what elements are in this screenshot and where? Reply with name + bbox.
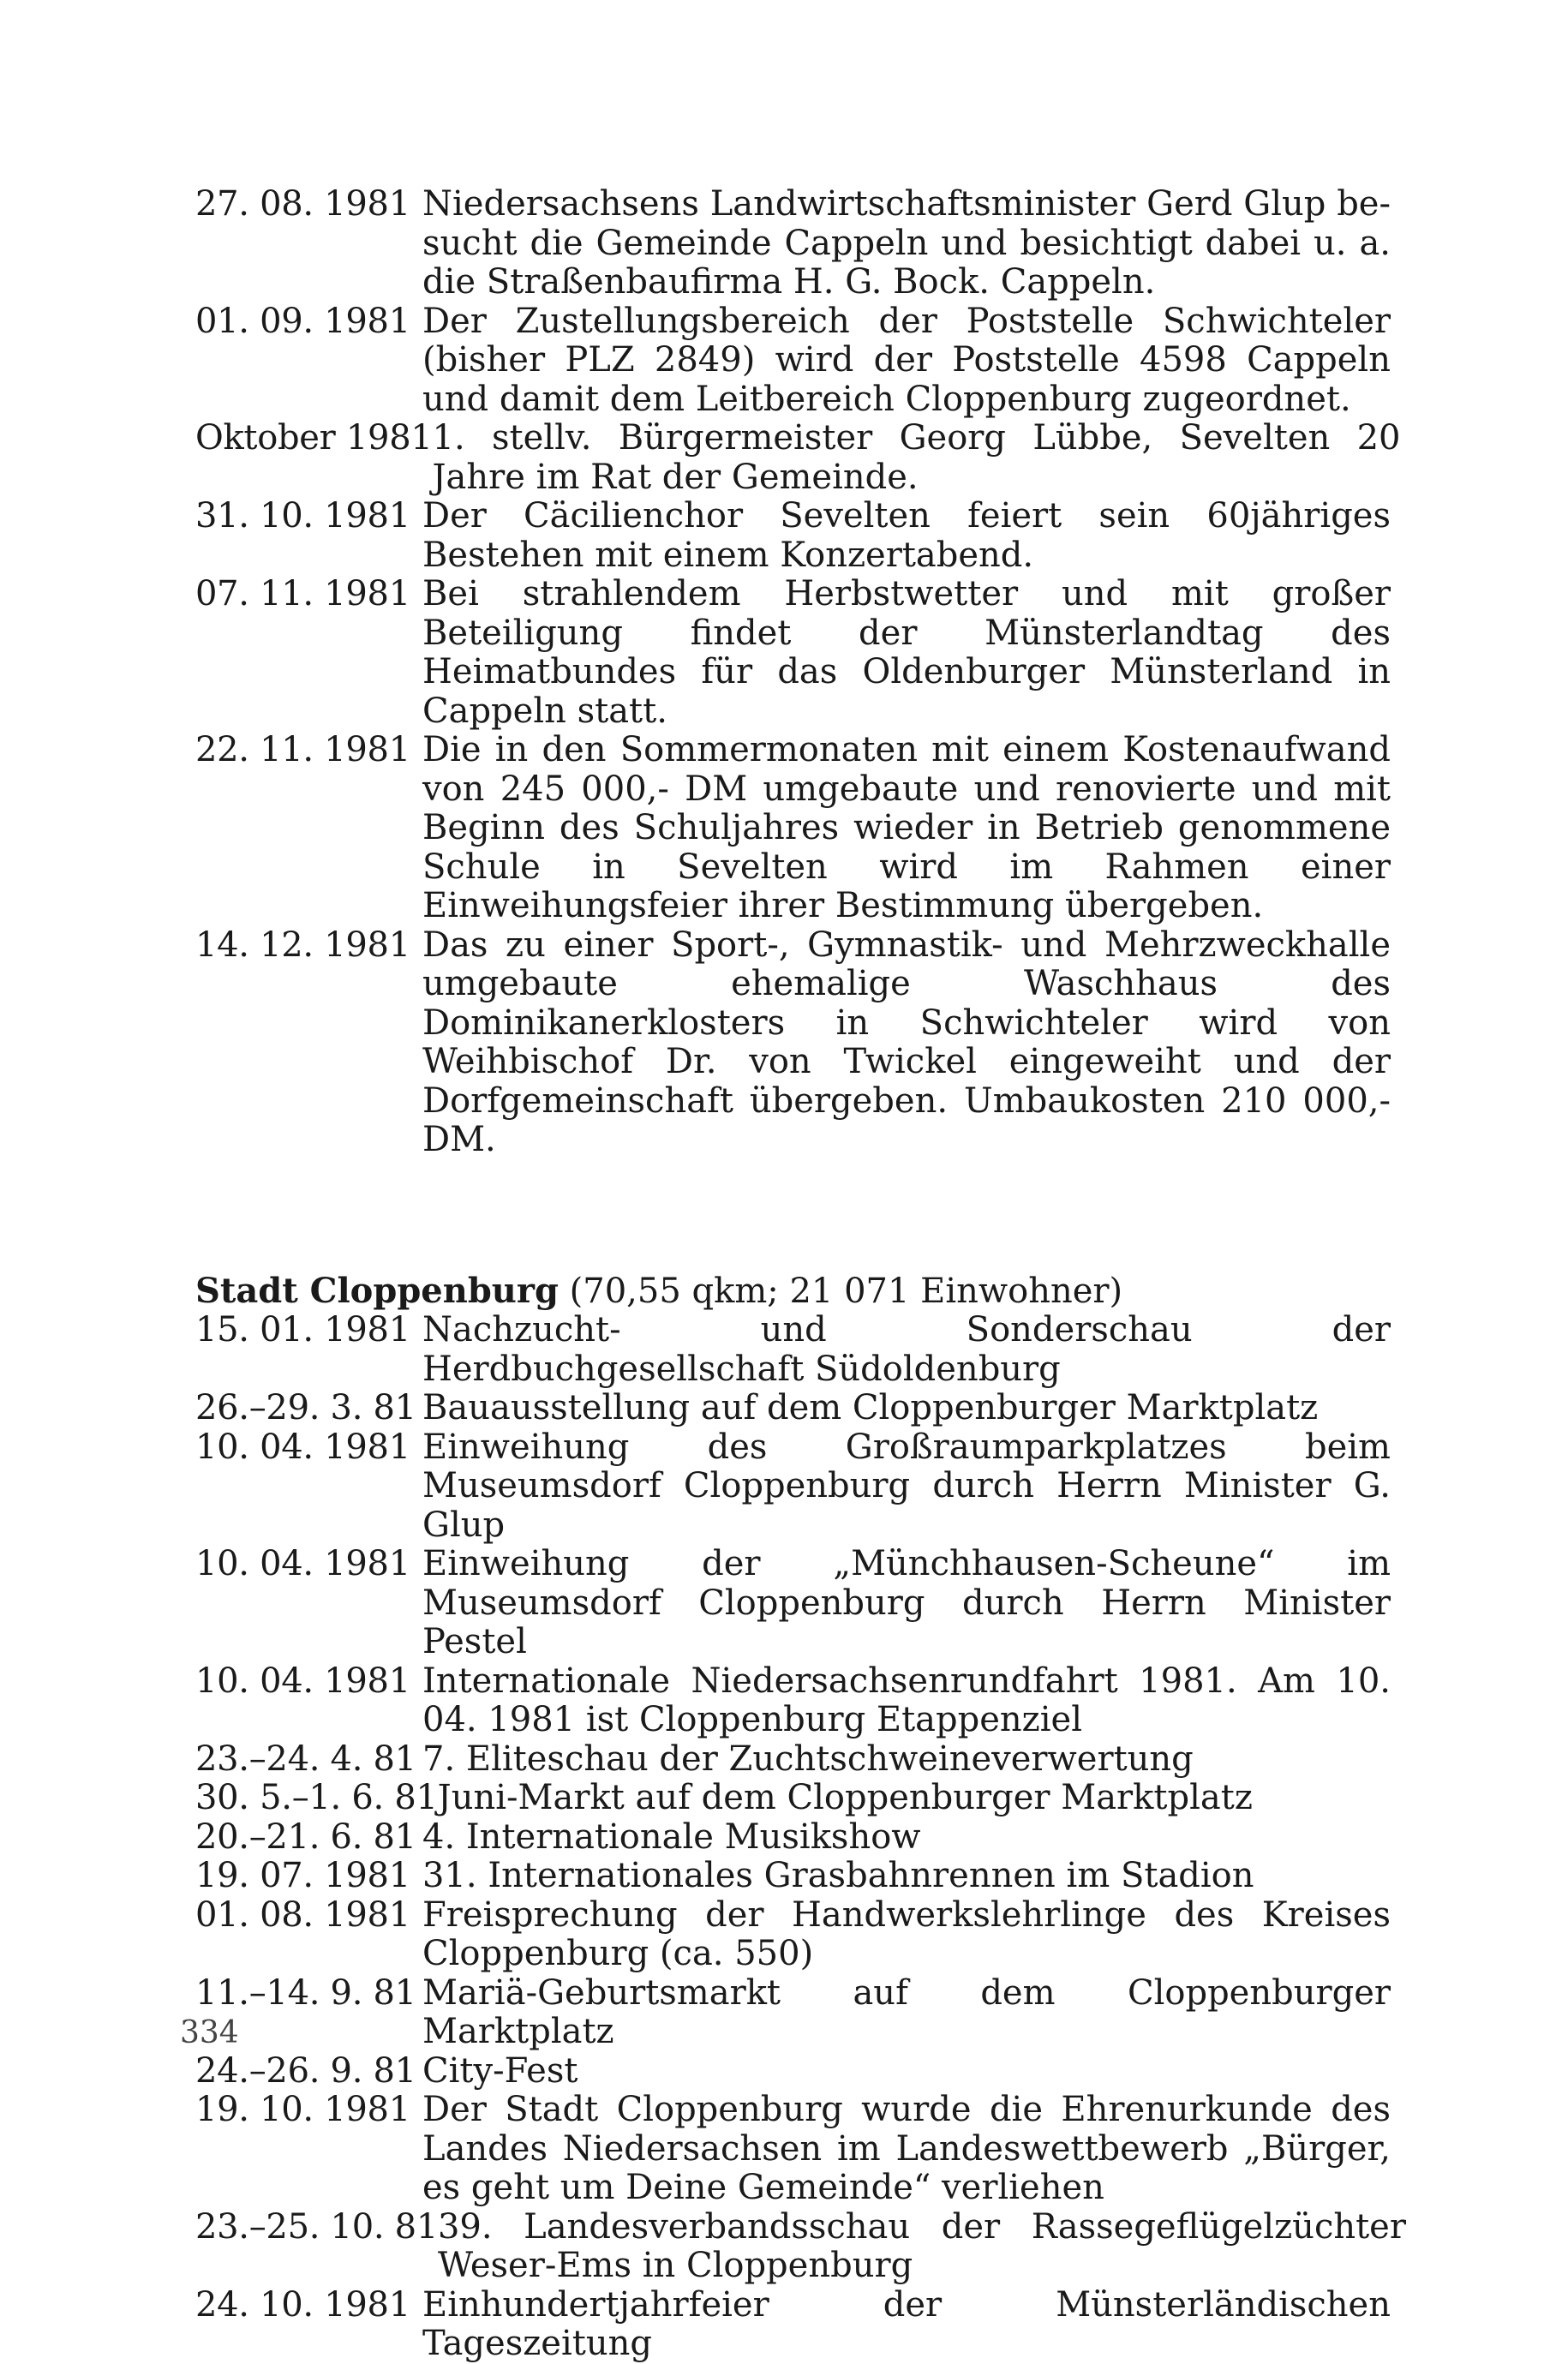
chronicle-entry [195, 1974, 1395, 2052]
chronicle-entry [195, 1545, 1395, 1662]
entry-text: Der Stadt Cloppenburg wurde die Ehrenurkunde des Landes Niedersachsen im Landeswettbewerb „Bürger, es geht um Deine Gemeinde“ verliehen [422, 2090, 1391, 2207]
chronicle-entry [195, 1740, 1395, 1780]
section-heading-cloppenburg [195, 1272, 1395, 1312]
entry-date: 23.–24. 4. 81 [195, 1739, 416, 1779]
section-heading-name: Stadt Cloppenburg [195, 1270, 559, 1311]
chronicle-entry [195, 302, 1395, 420]
entry-date: 10. 04. 1981 [195, 1544, 410, 1583]
entry-text: Nachzucht- und Sonderschau der Herdbuchgesellschaft Südoldenburg [422, 1310, 1391, 1389]
chronicle-entry [195, 1428, 1395, 1546]
entry-text: 7. Eliteschau der Zuchtschweineverwertung [422, 1739, 1194, 1779]
entry-date: 01. 08. 1981 [195, 1894, 410, 1935]
entry-date: 31. 10. 1981 [195, 496, 410, 536]
chronicle-entry [195, 2052, 1395, 2092]
cappeln-chronicle-list [195, 184, 1401, 1160]
entry-date: 10. 04. 1981 [195, 1661, 410, 1701]
entry-text: Der Cäcilienchor Sevelten feiert sein 60jähriges Bestehen mit einem Konzertabend. [422, 496, 1391, 575]
entry-text: Internationale Niedersachsenrundfahrt 1981. Am 10. 04. 1981 ist Cloppenburg Etappenziel [422, 1661, 1391, 1739]
chronicle-entry [195, 2091, 1395, 2208]
entry-text: 31. Internationales Grasbahnrennen im Stadion [422, 1856, 1254, 1895]
cloppenburg-chronicle-list [195, 1310, 1406, 2364]
entry-date: 24.–26. 9. 81 [195, 2050, 416, 2091]
entry-text: Freisprechung der Handwerkslehrlinge des Kreises Cloppenburg (ca. 550) [422, 1894, 1391, 1973]
entry-date: 26.–29. 3. 81 [195, 1388, 416, 1427]
chronicle-entry [195, 731, 1395, 926]
entry-text: 4. Internationale Musikshow [422, 1816, 921, 1857]
entry-date: 11.–14. 9. 81 [195, 1972, 416, 2013]
chronicle-entry [195, 926, 1395, 1160]
entry-text: Das zu einer Sport-, Gymnastik- und Mehrzweckhalle umgebaute ehemalige Waschhaus des Dominikanerklosters in Schwichteler wird von Weihbischof Dr. von Twickel eingeweiht und der Dorfgemeinschaft übergeben. Umbaukosten 210 000,- DM. [422, 925, 1391, 1159]
chronicle-entry [195, 2206, 1406, 2286]
chronicle-entry [195, 1662, 1395, 1740]
chronicle-entry [195, 1818, 1395, 1858]
chronicle-entry [195, 185, 1395, 302]
chronicle-entry [195, 575, 1395, 731]
entry-date: 19. 07. 1981 [195, 1856, 410, 1895]
entry-text: Mariä-Geburtsmarkt auf dem Cloppenburger Marktplatz [422, 1972, 1391, 2051]
chronicle-entry [195, 1857, 1395, 1896]
entry-date: 24. 10. 1981 [195, 2284, 410, 2325]
entry-date: 27. 08. 1981 [195, 184, 410, 224]
chronicle-entry [195, 1389, 1395, 1428]
entry-text: Niedersachsens Landwirtschaftsminister Gerd Glup besucht die Gemeinde Cappeln und besichtigt dabei u. a. die Straßenbaufirma H. G. Bock. Cappeln. [422, 184, 1391, 302]
entry-text: Einweihung des Großraumparkplatzes beim Museumsdorf Cloppenburg durch Herrn Minister G. Glup [422, 1427, 1391, 1545]
document-page [195, 184, 1406, 2364]
entry-date: 19. 10. 1981 [195, 2090, 410, 2129]
entry-date: 22. 11. 1981 [195, 730, 410, 769]
entry-text: Bei strahlendem Herbstwetter und mit großer Beteiligung findet der Münsterlandtag des Heimatbundes für das Oldenburger Münsterland in Cappeln statt. [422, 574, 1391, 731]
entry-date: 20.–21. 6. 81 [195, 1816, 416, 1857]
chronicle-entry [195, 2286, 1395, 2364]
entry-text: Bauausstellung auf dem Cloppenburger Marktplatz [422, 1388, 1319, 1427]
entry-text: Die in den Sommermonaten mit einem Kostenaufwand von 245 000,- DM umgebaute und renovierte und mit Beginn des Schuljahres wieder in Betrieb genommene Schule in Sevelten wird im Rahmen einer Einweihungsfeier ihrer Bestimmung übergeben. [422, 730, 1391, 925]
chronicle-entry [195, 1779, 1395, 1818]
entry-date: 15. 01. 1981 [195, 1310, 410, 1350]
entry-text: Juni-Markt auf dem Cloppenburger Marktplatz [437, 1778, 1253, 1817]
chronicle-entry [195, 418, 1401, 497]
chronicle-entry [195, 497, 1395, 575]
entry-date: 30. 5.–1. 6. 81 [195, 1778, 438, 1817]
entry-text: 1. stellv. Bürgermeister Georg Lübbe, Sevelten 20 Jahre im Rat der Gemeinde. [432, 418, 1401, 497]
entry-date: 10. 04. 1981 [195, 1427, 410, 1467]
entry-date: 01. 09. 1981 [195, 301, 410, 341]
entry-text: Einweihung der „Münchhausen-Scheune“ im Museumsdorf Cloppenburg durch Herrn Minister Pestel [422, 1544, 1391, 1661]
entry-text: Einhundertjahrfeier der Münsterländischen Tageszeitung [422, 2284, 1391, 2363]
entry-text: 39. Landesverbandsschau der Rassegeflügelzüchter Weser-Ems in Cloppenburg [437, 2206, 1406, 2285]
page-number: 334 [180, 2015, 239, 2050]
entry-text: Der Zustellungsbereich der Poststelle Schwichteler (bisher PLZ 2849) wird der Poststelle 4598 Cappeln und damit dem Leitbereich Cloppenburg zugeordnet. [422, 301, 1391, 419]
chronicle-entry [195, 1311, 1395, 1389]
entry-date: 23.–25. 10. 81 [195, 2206, 438, 2247]
chronicle-entry [195, 1896, 1395, 1974]
section-heading-detail: (70,55 qkm; 21 071 Einwohner) [558, 1271, 1123, 1311]
entry-text: City-Fest [422, 2050, 578, 2091]
entry-date: Oktober 1981 [195, 418, 433, 458]
entry-date: 14. 12. 1981 [195, 925, 410, 965]
entry-date: 07. 11. 1981 [195, 574, 410, 613]
